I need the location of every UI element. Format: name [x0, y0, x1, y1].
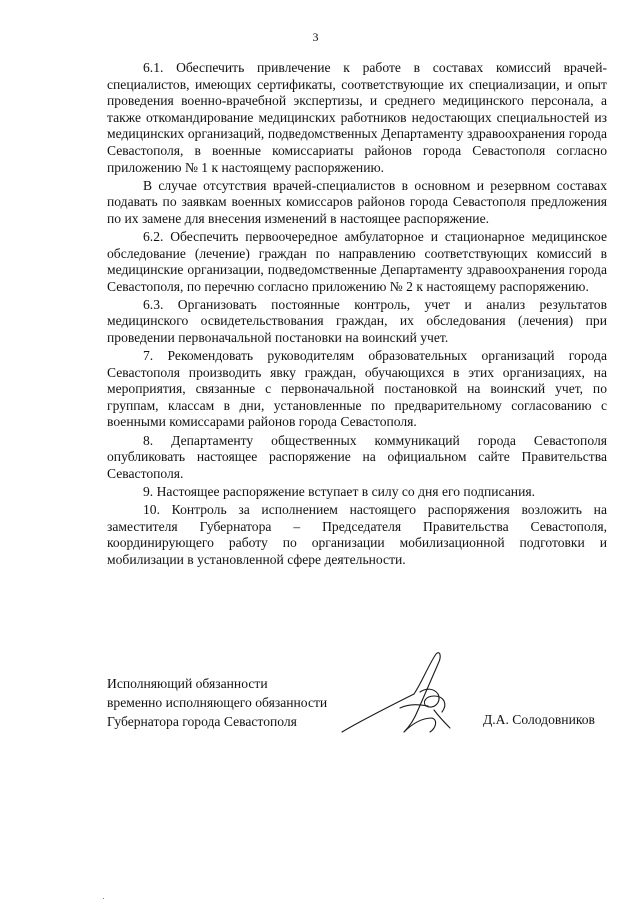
paragraph-6-1-note: В случае отсутствия врачей-специалистов в основном и резервном составах подавать по заявкам военных комиссаров районов города Севастополя предложения по их замене для внесения изменений в настоящее распоряжение. [107, 177, 607, 226]
signatory-title-line: временно исполняющего обязанности [107, 695, 328, 710]
paragraph-10: 10. Контроль за исполнением настоящего распоряжения возложить на заместителя Губернатора – Председателя Правительства Севастополя, координирующего работу по организации мобилизационной подготовки и мобилизации в установленной сфере деятельности. [107, 501, 607, 567]
signatory-title-line: Губернатора города Севастополя [107, 714, 297, 729]
page-number: 3 [312, 30, 319, 44]
paragraph-9: 9. Настоящее распоряжение вступает в силу со дня его подписания. [143, 483, 536, 499]
paragraph-6-1: 6.1. Обеспечить привлечение к работе в составах комиссий врачей-специалистов, имеющих сертификаты, соответствующие их специализации, и опыт проведения военно-врачебной экспертизы, и среднего медицинского персонала, а также откомандирование медицинских работников недостающих специальностей из медицинских организаций, подведомственных Департаменту здравоохранения города Севастополя, в военные комиссариаты районов города Севастополя согласно приложению № 1 к настоящему распоряжению. [107, 60, 607, 175]
paragraph-8: 8. Департаменту общественных коммуникаций города Севастополя опубликовать настоящее распоряжение на официальном сайте Правительства Севастополя. [107, 432, 607, 481]
signatory-title [107, 674, 327, 731]
document-body [107, 60, 607, 570]
handwritten-signature [338, 648, 458, 740]
scan-speck [103, 898, 104, 899]
signatory-title-line: Исполняющий обязанности [107, 676, 268, 691]
paragraph-6-2: 6.2. Обеспечить первоочередное амбулаторное и стационарное медицинское обследование (лечение) граждан по направлению соответствующих комиссий в медицинские организации, подведомственные Департаменту здравоохранения города Севастополя, по перечню согласно приложению № 2 к настоящему распоряжению. [107, 228, 607, 294]
paragraph-6-3: 6.3. Организовать постоянные контроль, учет и анализ результатов медицинского освидетельствования граждан, их обследования (лечения) при проведении первоначальной постановки на воинский учет. [107, 296, 607, 345]
paragraph-7: 7. Рекомендовать руководителям образовательных организаций города Севастополя производить явку граждан, обучающихся в этих организациях, на мероприятия, связанные с первоначальной постановкой на воинский учет, по группам, классам в дни, установленные по предварительному согласованию с военными комиссарами районов города Севастополя. [107, 348, 607, 430]
signatory-name: Д.А. Солодовников [483, 712, 595, 727]
